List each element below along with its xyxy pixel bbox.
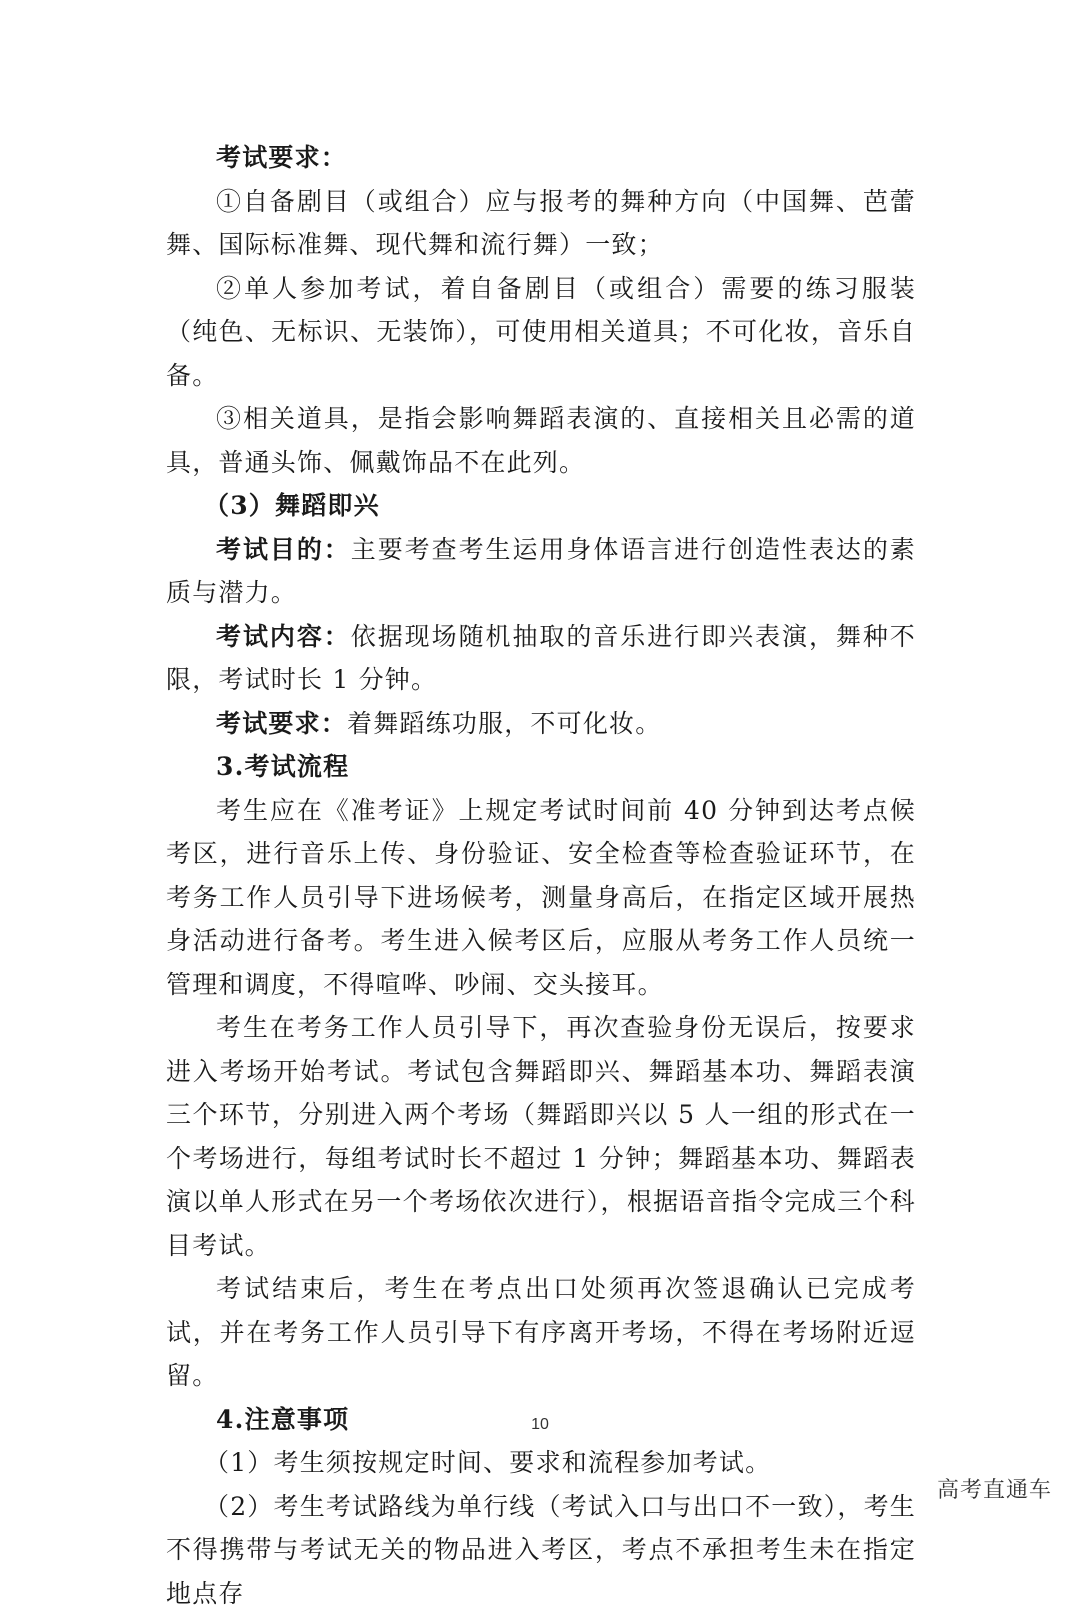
improv-requirements-label: 考试要求： [216,709,347,738]
improv-requirements-text: 着舞蹈练功服，不可化妆。 [347,709,661,738]
process-paragraph-3: 考试结束后，考生在考点出口处须再次签退确认已完成考试，并在考务工作人员引导下有序离开考场，不得在考场附近逗留。 [166,1267,916,1398]
requirement-item-2: ②单人参加考试，着自备剧目（或组合）需要的练习服装（纯色、无标识、无装饰），可使用相关道具；不可化妆，音乐自备。 [166,267,916,398]
improv-content-text: 依据现场随机抽取的音乐进行即兴表演，舞种不限，考试时长 1 分钟。 [166,622,916,695]
exam-requirements-heading: 考试要求： [166,136,916,180]
document-body [166,136,916,1615]
improv-requirements [166,702,916,746]
improv-purpose-text: 主要考查考生运用身体语言进行创造性表达的素质与潜力。 [166,535,916,608]
requirement-item-3: ③相关道具，是指会影响舞蹈表演的、直接相关且必需的道具，普通头饰、佩戴饰品不在此列。 [166,397,916,484]
requirement-item-1: ①自备剧目（或组合）应与报考的舞种方向（中国舞、芭蕾舞、国际标准舞、现代舞和流行舞）一致； [166,180,916,267]
improv-purpose-label: 考试目的： [216,535,351,564]
note-item-2: （2）考生考试路线为单行线（考试入口与出口不一致），考生不得携带与考试无关的物品进入考区，考点不承担考生未在指定地点存 [166,1485,916,1615]
section-dance-improv: （3）舞蹈即兴 [166,484,916,528]
page-number: 10 [0,1416,1080,1434]
process-paragraph-2: 考生在考务工作人员引导下，再次查验身份无误后，按要求进入考场开始考试。考试包含舞蹈即兴、舞蹈基本功、舞蹈表演三个环节，分别进入两个考场（舞蹈即兴以 5 人一组的形式在一个考场进行，每组考试时长不超过 1 分钟；舞蹈基本功、舞蹈表演以单人形式在另一个考场依次进行），根据语音指令完成三个科目考试。 [166,1006,916,1267]
improv-content-label: 考试内容： [216,622,351,651]
section-exam-process: 3.考试流程 [166,745,916,789]
process-paragraph-1: 考生应在《准考证》上规定考试时间前 40 分钟到达考点候考区，进行音乐上传、身份验证、安全检查等检查验证环节，在考务工作人员引导下进场候考，测量身高后，在指定区域开展热身活动进行备考。考生进入候考区后，应服从考务工作人员统一管理和调度，不得喧哗、吵闹、交头接耳。 [166,789,916,1007]
note-item-1: （1）考生须按规定时间、要求和流程参加考试。 [166,1441,916,1485]
improv-content [166,615,916,702]
watermark-label: 高考直通车 [937,1473,1052,1504]
improv-purpose [166,528,916,615]
section-notes: 4.注意事项 [166,1398,916,1442]
